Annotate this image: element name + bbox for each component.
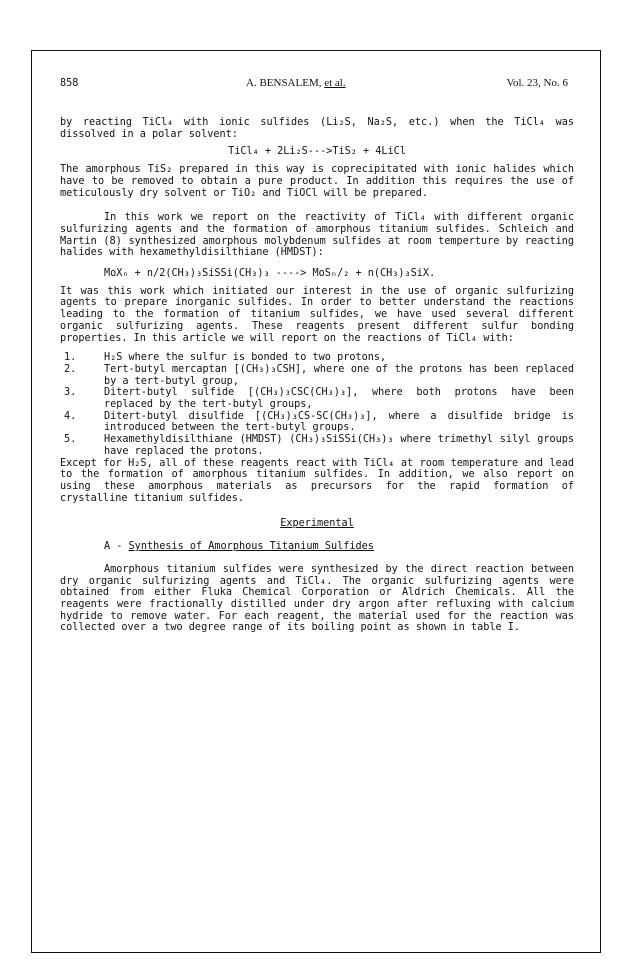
running-header — [60, 78, 574, 90]
document-body — [60, 78, 574, 634]
paragraph-1: by reacting TiCl₄ with ionic sulfides (Li₂S, Na₂S, etc.) when the TiCl₄ was dissolved in a polar solvent: — [60, 117, 574, 140]
list-item: 2. Tert-butyl mercaptan [(CH₃)₃CSH], where one of the protons has been replaced by a tert-butyl group, — [64, 363, 574, 387]
paragraph-6: Amorphous titanium sulfides were synthesized by the direct reaction between dry organic sulfurizing agents and TiCl₄. The organic sulfurizing agents were obtained from either Fluka Chemical Corporation or Aldrich Chemicals. All the reagents were fractionally distilled under dry argon after refluxing with calcium hydride to remove water. For each reagent, the material used for the reaction was collected over a two degree range of its boiling point as shown in table I. — [60, 563, 574, 634]
reagent-list — [60, 352, 574, 457]
volume-issue: Vol. 23, No. 6 — [506, 77, 568, 89]
equation-1: TiCl₄ + 2Li₂S--->TiS₂ + 4LiCl — [228, 146, 406, 158]
paragraph-4: It was this work which initiated our interest in the use of organic sulfurizing agents to prepare inorganic sulfides. In order to better understand the reactions leading to the formation of titanium sulfides, we have used several different organic sulfurizing agents. These reagents present different sulfur bonding properties. In this article we will report on the reactions of TiCl₄ with: — [60, 285, 574, 344]
paragraph-3: In this work we report on the reactivity of TiCl₄ with different organic sulfurizing agents and the formation of amorphous titanium sulfides. Schleich and Martin (8) synthesized amorphous molybdenum sulfides at room temperture by reacting halides with hexamethyldisilthiane (HMDST): — [60, 212, 574, 259]
subsection-title: Synthesis of Amorphous Titanium Sulfides — [128, 541, 374, 553]
running-authors — [246, 78, 346, 90]
list-item: 3. Ditert-butyl sulfide [(CH₃)₃CSC(CH₃)₃], where both protons have been replaced by the tert-butyl groups, — [64, 387, 574, 411]
subsection-prefix: A - — [104, 541, 129, 553]
equation-2: MoXₙ + n/2(CH₃)₃SiSSi(CH₃)₃ ----> MoSₙ/₂ + n(CH₃)₃SiX. — [104, 268, 436, 280]
page-number: 858 — [60, 78, 79, 89]
paragraph-5: Except for H₂S, all of these reagents react with TiCl₄ at room temperature and lead to the formation of amorphous titanium sulfides. In addition, we also report on using these amorphous materials as precursors for the rapid formation of crystalline titanium sulfides. — [60, 457, 574, 504]
paragraph-2: The amorphous TiS₂ prepared in this way is coprecipitated with ionic halides which have to be removed to obtain a pure product. In addition this requires the use of meticulously dry solvent or TiO₂ and TiOCl will be prepared. — [60, 164, 574, 199]
authors-text: A. BENSALEM, — [246, 77, 322, 89]
subsection-heading — [60, 541, 574, 553]
list-item: 1. H₂S where the sulfur is bonded to two protons, — [64, 352, 387, 364]
list-item: 5. Hexamethyldisilthiane (HMDST) (CH₃)₃SiSSi(CH₃)₃ where trimethyl silyl groups have replaced the protons. — [64, 434, 574, 457]
list-item: 4. Ditert-butyl disulfide [(CH₃)₃CS-SC(CH₃)₃], where a disulfide bridge is introduced between the tert-butyl groups. — [64, 410, 574, 434]
et-al: et al. — [324, 77, 346, 89]
section-heading: Experimental — [280, 518, 354, 530]
